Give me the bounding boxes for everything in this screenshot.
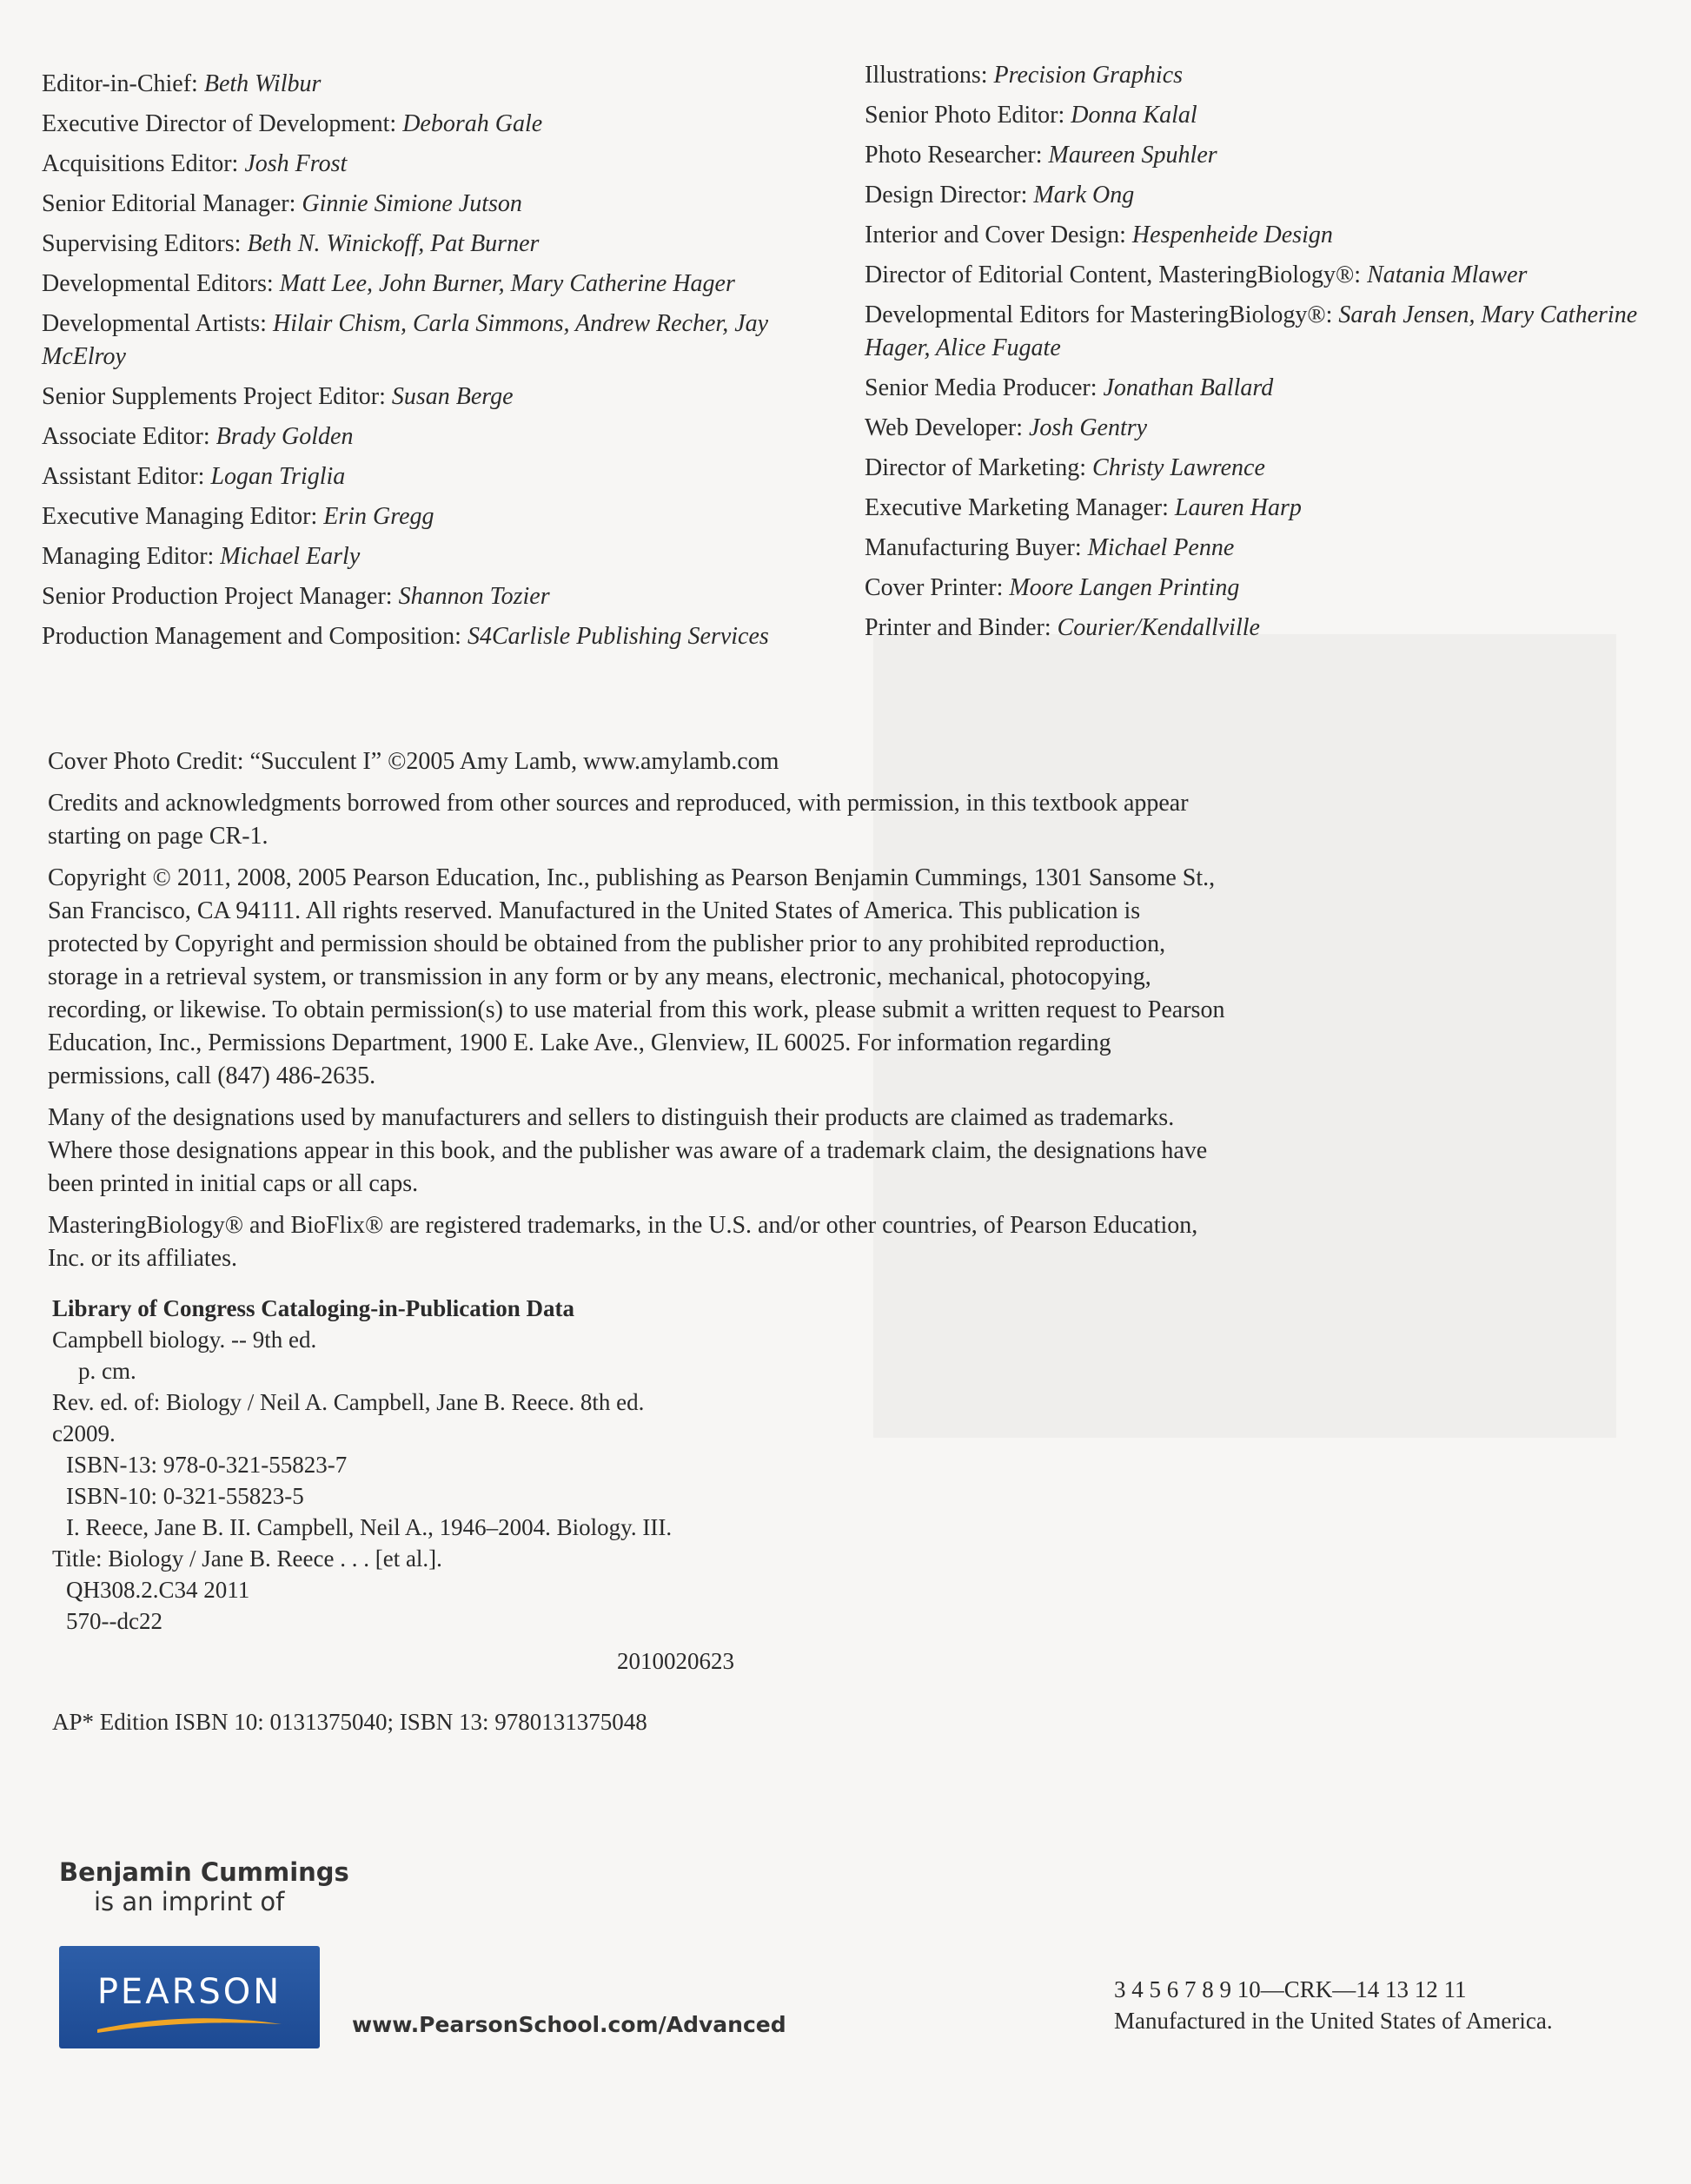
cip-year: c2009. [52, 1420, 116, 1446]
cip-title-line: Campbell biology. -- 9th ed. [52, 1327, 317, 1353]
credit-line: Senior Media Producer: Jonathan Ballard [865, 374, 1274, 401]
copyright-notice: Copyright © 2011, 2008, 2005 Pearson Education, Inc., publishing as Pearson Benjamin Cummings, 1301 Sansome St., San Francisco, CA 94111. All rights reserved. Manufactured in the United States of America. This publication is protected by Copyright and permission should be obtained from the publisher prior to any prohibited reproduction, storage in a retrieval system, or transmission in any form or by any means, electronic, mechanical, photocopying, recording, or likewise. To obtain permission(s) to use material from this work, please submit a written request to Pearson Education, Inc., Permissions Department, 1900 E. Lake Ave., Glenview, IL 60025. For information regarding permissions, call (847) 486-2635. [48, 864, 1225, 1089]
pearson-logo [59, 1946, 320, 2048]
credit-line: Senior Supplements Project Editor: Susan Berge [42, 383, 514, 410]
credit-line: Illustrations: Precision Graphics [865, 62, 1184, 89]
credit-line: Photo Researcher: Maureen Spuhler [865, 142, 1217, 169]
credit-line: Printer and Binder: Courier/Kendallville [865, 614, 1260, 641]
credit-line: Director of Editorial Content, MasteringBiology®: Natania Mlawer [865, 261, 1528, 288]
cip-isbn10: ISBN-10: 0-321-55823-5 [66, 1483, 304, 1509]
credit-line: Acquisitions Editor: Josh Frost [42, 150, 348, 177]
cip-heading: Library of Congress Cataloging-in-Publication Data [52, 1295, 575, 1321]
credit-line: Design Director: Mark Ong [865, 182, 1135, 208]
pearson-school-url[interactable]: www.PearsonSchool.com/Advanced [352, 2012, 786, 2037]
credit-line: Web Developer: Josh Gentry [865, 414, 1148, 441]
cip-title: Title: Biology / Jane B. Reece . . . [et al.]. [52, 1545, 442, 1572]
credit-line: Editor-in-Chief: Beth Wilbur [42, 70, 322, 97]
manufactured-in: Manufactured in the United States of America. [1114, 2008, 1553, 2034]
credit-line: Production Management and Composition: S4Carlisle Publishing Services [42, 623, 769, 650]
cip-ddc: 570--dc22 [66, 1608, 162, 1634]
ap-edition-isbn: AP* Edition ISBN 10: 0131375040; ISBN 13: 9780131375048 [52, 1709, 647, 1735]
imprint-of-text: is an imprint of [94, 1887, 285, 1916]
credits-right-column [865, 59, 1647, 652]
credit-line: Senior Editorial Manager: Ginnie Simione Jutson [42, 190, 522, 217]
swoosh-icon [94, 2014, 285, 2035]
printing-line [1114, 1974, 1553, 2036]
pearson-logo-text: PEARSON [96, 1972, 282, 2012]
credit-line: Executive Marketing Manager: Lauren Harp [865, 494, 1302, 521]
credit-line: Assistant Editor: Logan Triglia [42, 463, 346, 490]
credit-line: Developmental Editors for MasteringBiology®: Sarah Jensen, Mary Catherine Hager, Alice Fugate [865, 301, 1638, 361]
cip-lcc: QH308.2.C34 2011 [66, 1577, 250, 1603]
credit-line: Senior Production Project Manager: Shannon Tozier [42, 583, 550, 610]
registered-trademarks-notice: MasteringBiology® and BioFlix® are registered trademarks, in the U.S. and/or other countries, of Pearson Education, Inc. or its affiliates. [48, 1212, 1198, 1272]
credit-line: Developmental Artists: Hilair Chism, Carla Simmons, Andrew Recher, Jay McElroy [42, 310, 769, 370]
cip-isbn13: ISBN-13: 978-0-321-55823-7 [66, 1452, 348, 1478]
legal-notices [48, 745, 1230, 1284]
credit-line: Associate Editor: Brady Golden [42, 423, 354, 450]
cip-data-block [52, 1293, 834, 1737]
credit-line: Manufacturing Buyer: Michael Penne [865, 534, 1235, 561]
cip-pcm: p. cm. [78, 1358, 136, 1384]
credit-line: Senior Photo Editor: Donna Kalal [865, 102, 1197, 129]
trademark-notice: Many of the designations used by manufacturers and sellers to distinguish their products are claimed as trademarks. Where those designations appear in this book, and the publisher was aware of a trademark claim, the designations have been printed in initial caps or all caps. [48, 1104, 1208, 1197]
credit-line: Supervising Editors: Beth N. Winickoff, Pat Burner [42, 230, 540, 257]
cip-lccn: 2010020623 [617, 1648, 734, 1674]
credit-line: Interior and Cover Design: Hespenheide Design [865, 222, 1333, 248]
credit-line: Director of Marketing: Christy Lawrence [865, 454, 1265, 481]
imprint-statement [59, 1857, 349, 1916]
credits-left-column [42, 68, 824, 660]
cip-subjects: I. Reece, Jane B. II. Campbell, Neil A., 1946–2004. Biology. III. [66, 1514, 673, 1540]
credit-line: Cover Printer: Moore Langen Printing [865, 574, 1240, 601]
credit-line: Executive Director of Development: Deborah Gale [42, 110, 543, 137]
publisher-name: Benjamin Cummings [59, 1857, 349, 1887]
credit-line: Developmental Editors: Matt Lee, John Burner, Mary Catherine Hager [42, 270, 735, 297]
credit-line: Executive Managing Editor: Erin Gregg [42, 503, 434, 530]
acknowledgments-note: Credits and acknowledgments borrowed from other sources and reproduced, with permission, in this textbook appear starting on page CR-1. [48, 790, 1189, 850]
cip-rev: Rev. ed. of: Biology / Neil A. Campbell, Jane B. Reece. 8th ed. [52, 1389, 645, 1415]
credit-line: Managing Editor: Michael Early [42, 543, 361, 570]
printing-numbers: 3 4 5 6 7 8 9 10—CRK—14 13 12 11 [1114, 1976, 1467, 2002]
cover-photo-credit: Cover Photo Credit: “Succulent I” ©2005 Amy Lamb, www.amylamb.com [48, 748, 779, 775]
